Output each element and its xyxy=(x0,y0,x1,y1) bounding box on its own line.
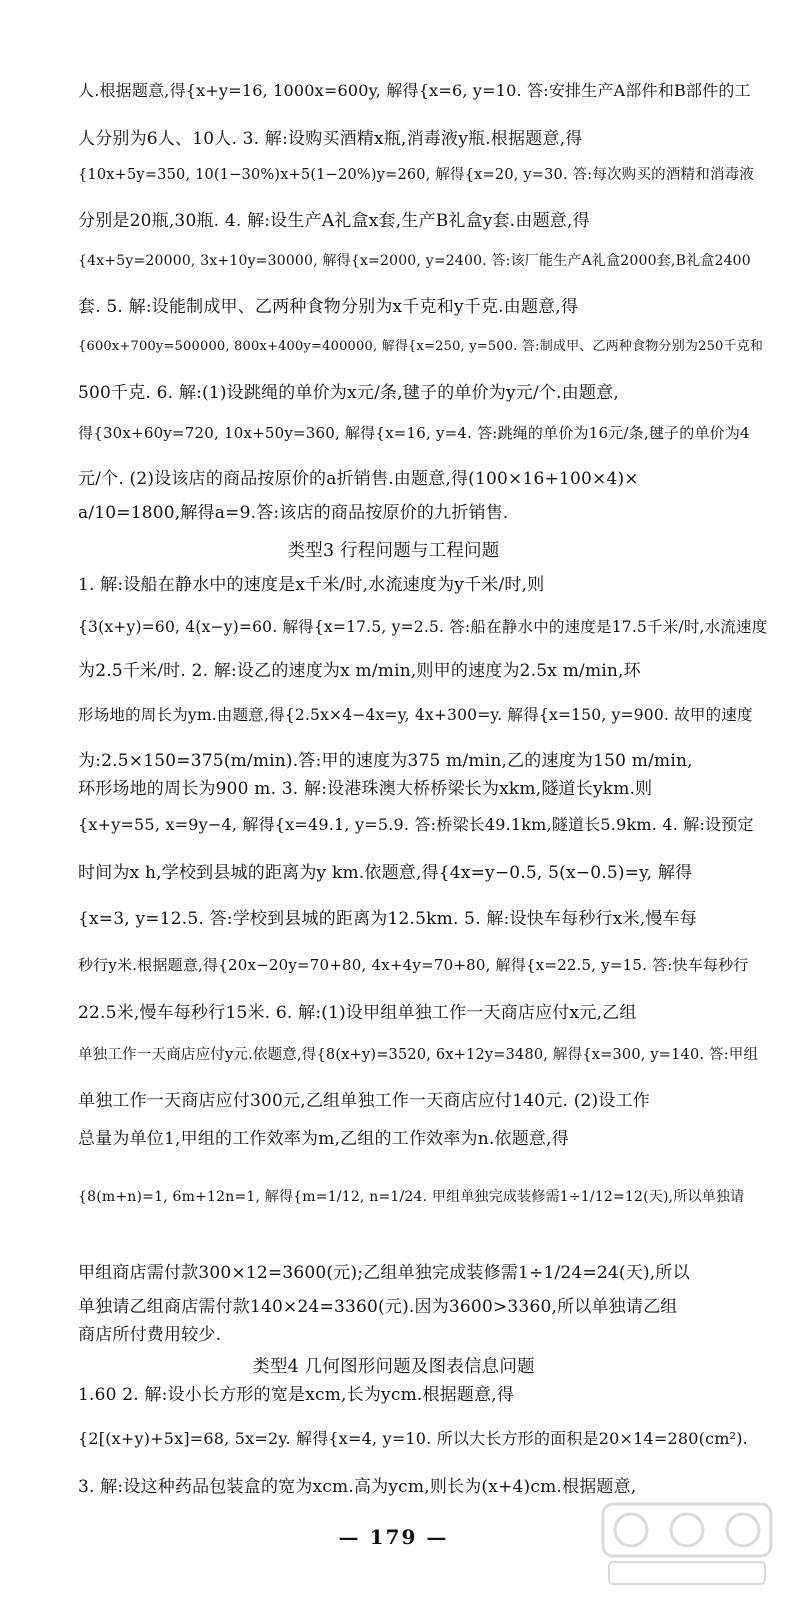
text-line: 总量为单位1,甲组的工作效率为m,乙组的工作效率为n.依题意,得 xyxy=(78,1129,569,1149)
section-heading-type4: 类型4 几何图形问题及图表信息问题 xyxy=(252,1357,535,1377)
text-line: {8(m+n)=1, 6m+12n=1, 解得{m=1/12, n=1/24. 甲组单独完成装修需1÷1/12=12(天),所以单独请 xyxy=(78,1189,745,1205)
text-line: {4x+5y=20000, 3x+10y=30000, 解得{x=2000, y=2400. 答:该厂能生产A礼盒2000套,B礼盒2400 xyxy=(78,253,751,269)
text-line: {x=3, y=12.5. 答:学校到县城的距离为12.5km. 5. 解:设快车每秒行x米,慢车每 xyxy=(78,909,697,929)
page-number: — 179 — xyxy=(338,1525,449,1549)
text-line: 3. 解:设这种药品包装盒的宽为xcm.高为ycm,则长为(x+4)cm.根据题意, xyxy=(78,1477,637,1497)
text-line: 22.5米,慢车每秒行15米. 6. 解:(1)设甲组单独工作一天商店应付x元,乙组 xyxy=(78,1003,637,1023)
text-line: 甲组商店需付款300×12=3600(元);乙组单独完成装修需1÷1/24=24(天),所以 xyxy=(78,1263,690,1283)
text-line: 人分别为6人、10人. 3. 解:设购买酒精x瓶,消毒液y瓶.根据题意,得 xyxy=(78,129,583,149)
text-line: {3(x+y)=60, 4(x−y)=60. 解得{x=17.5, y=2.5. 答:船在静水中的速度是17.5千米/时,水流速度 xyxy=(78,618,768,636)
text-line: {x+y=55, x=9y−4, 解得{x=49.1, y=5.9. 答:桥梁长49.1km,隧道长5.9km. 4. 解:设预定 xyxy=(78,815,754,834)
text-line: {2[(x+y)+5x]=68, 5x=2y. 解得{x=4, y=10. 所以大长方形的面积是20×14=280(cm²). xyxy=(78,1429,748,1448)
text-line: 商店所付费用较少. xyxy=(78,1325,222,1345)
text-line: 时间为x h,学校到县城的距离为y km.依题意,得{4x=y−0.5, 5(x−0.5)=y, 解得 xyxy=(78,863,693,883)
text-line: 500千克. 6. 解:(1)设跳绳的单价为x元/条,毽子的单价为y元/个.由题意, xyxy=(78,383,619,403)
text-line: a/10=1800,解得a=9.答:该店的商品按原价的九折销售. xyxy=(78,503,509,523)
text-line: 形场地的周长为ym.由题意,得{2.5x×4−4x=y, 4x+300=y. 解得{x=150, y=900. 故甲的速度 xyxy=(78,706,753,724)
text-line: 环形场地的周长为900 m. 3. 解:设港珠澳大桥桥梁长为xkm,隧道长ykm.则 xyxy=(78,779,653,799)
watermark-logo xyxy=(601,1500,773,1590)
text-line: {10x+5y=350, 10(1−30%)x+5(1−20%)y=260, 解得{x=20, y=30. 答:每次购买的酒精和消毒液 xyxy=(78,167,755,183)
text-line: 单独工作一天商店应付y元.依题意,得{8(x+y)=3520, 6x+12y=3480, 解得{x=300, y=140. 答:甲组 xyxy=(78,1047,759,1063)
text-line: 秒行y米.根据题意,得{20x−20y=70+80, 4x+4y=70+80, 解得{x=22.5, y=15. 答:快车每秒行 xyxy=(78,956,749,974)
text-line: 为:2.5×150=375(m/min).答:甲的速度为375 m/min,乙的速度为150 m/min, xyxy=(78,751,693,771)
text-line: 元/个. (2)设该店的商品按原价的a折销售.由题意,得(100×16+100×4)× xyxy=(78,469,639,489)
text-line: 1. 解:设船在静水中的速度是x千米/时,水流速度为y千米/时,则 xyxy=(78,575,545,595)
section-heading-type3: 类型3 行程问题与工程问题 xyxy=(287,541,500,561)
text-line: 得{30x+60y=720, 10x+50y=360, 解得{x=16, y=4. 答:跳绳的单价为16元/条,毽子的单价为4 xyxy=(78,424,750,442)
text-line: 单独请乙组商店需付款140×24=3360(元).因为3600>3360,所以单独请乙组 xyxy=(78,1297,678,1317)
text-line: 套. 5. 解:设能制成甲、乙两种食物分别为x千克和y千克.由题意,得 xyxy=(78,297,579,317)
text-line: 分别是20瓶,30瓶. 4. 解:设生产A礼盒x套,生产B礼盒y套.由题意,得 xyxy=(78,211,590,231)
text-line: 单独工作一天商店应付300元,乙组单独工作一天商店应付140元. (2)设工作 xyxy=(78,1091,650,1111)
text-line: 1.60 2. 解:设小长方形的宽是xcm,长为ycm.根据题意,得 xyxy=(78,1385,515,1405)
text-line: {600x+700y=500000, 800x+400y=400000, 解得{x=250, y=500. 答:制成甲、乙两种食物分别为250千克和 xyxy=(78,339,764,354)
text-line: 人.根据题意,得{x+y=16, 1000x=600y, 解得{x=6, y=10. 答:安排生产A部件和B部件的工 xyxy=(78,81,751,100)
text-line: 为2.5千米/时. 2. 解:设乙的速度为x m/min,则甲的速度为2.5x m/min,环 xyxy=(78,661,641,681)
